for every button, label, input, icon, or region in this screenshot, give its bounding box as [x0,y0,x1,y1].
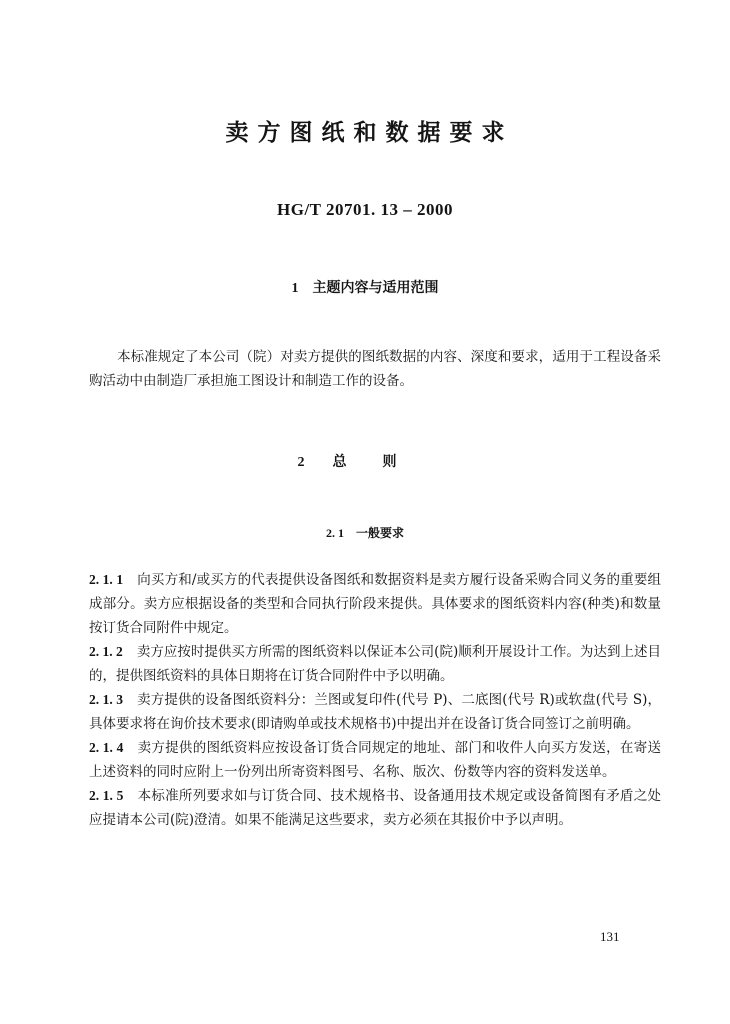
clause-number: 2. 1. 1 [89,572,124,587]
clause-2-1-4 [89,736,661,784]
clause-2-1-5 [89,784,661,832]
clause-text: 卖方应按时提供买方所需的图纸资料以保证本公司(院)顺利开展设计工作。为达到上述目的，提供图纸资料的具体日期将在订货合同附件中予以明确。 [89,644,661,684]
clause-number: 2. 1. 4 [89,740,124,755]
page-number: 131 [600,929,620,944]
clause-2-1-2 [89,640,661,688]
standard-code: HG/T 20701. 13 – 2000 [277,200,453,219]
clause-text: 本标准所列要求如与订货合同、技术规格书、设备通用技术规定或设备简图有矛盾之处应提请本公司(院)澄清。如果不能满足这些要求，卖方必须在其报价中予以声明。 [89,788,661,828]
clause-text: 向买方和/或买方的代表提供设备图纸和数据资料是卖方履行设备采购合同义务的重要组成部分。卖方应根据设备的类型和合同执行阶段来提供。具体要求的图纸资料内容(种类)和数量按订货合同附件中规定。 [89,572,661,636]
clause-number: 2. 1. 3 [89,692,124,707]
section-2-heading [0,451,730,471]
subsection-2-1-heading [0,524,730,541]
clause-list [89,568,661,832]
clause-number: 2. 1. 5 [89,788,124,803]
clause-2-1-1 [89,568,661,640]
section-1-title: 主题内容与适用范围 [312,280,439,296]
section-2-number: 2 [297,455,305,470]
section-1-number: 1 [291,281,299,296]
document-title: 卖方图纸和数据要求 [225,120,514,146]
subsection-2-1-title: 一般要求 [355,526,404,540]
clause-text: 卖方提供的设备图纸资料分：兰图或复印件(代号 P)、二底图(代号 R)或软盘(代号 S)，具体要求将在询价技术要求(即请购单或技术规格书)中提出并在设备订货合同签订之前明确。 [89,692,661,732]
section-1-paragraph: 本标准规定了本公司（院）对卖方提供的图纸数据的内容、深度和要求，适用于工程设备采购活动中由制造厂承担施工图设计和制造工作的设备。 [89,349,661,389]
section-2-title: 总则 [332,454,433,470]
clause-text: 卖方提供的图纸资料应按设备订货合同规定的地址、部门和收件人向买方发送，在寄送上述资料的同时应附上一份列出所寄资料图号、名称、版次、份数等内容的资料发送单。 [89,740,661,780]
subsection-2-1-number: 2. 1 [325,526,344,540]
clause-number: 2. 1. 2 [89,644,123,659]
section-1-heading [0,277,730,297]
clause-2-1-3 [89,688,661,736]
